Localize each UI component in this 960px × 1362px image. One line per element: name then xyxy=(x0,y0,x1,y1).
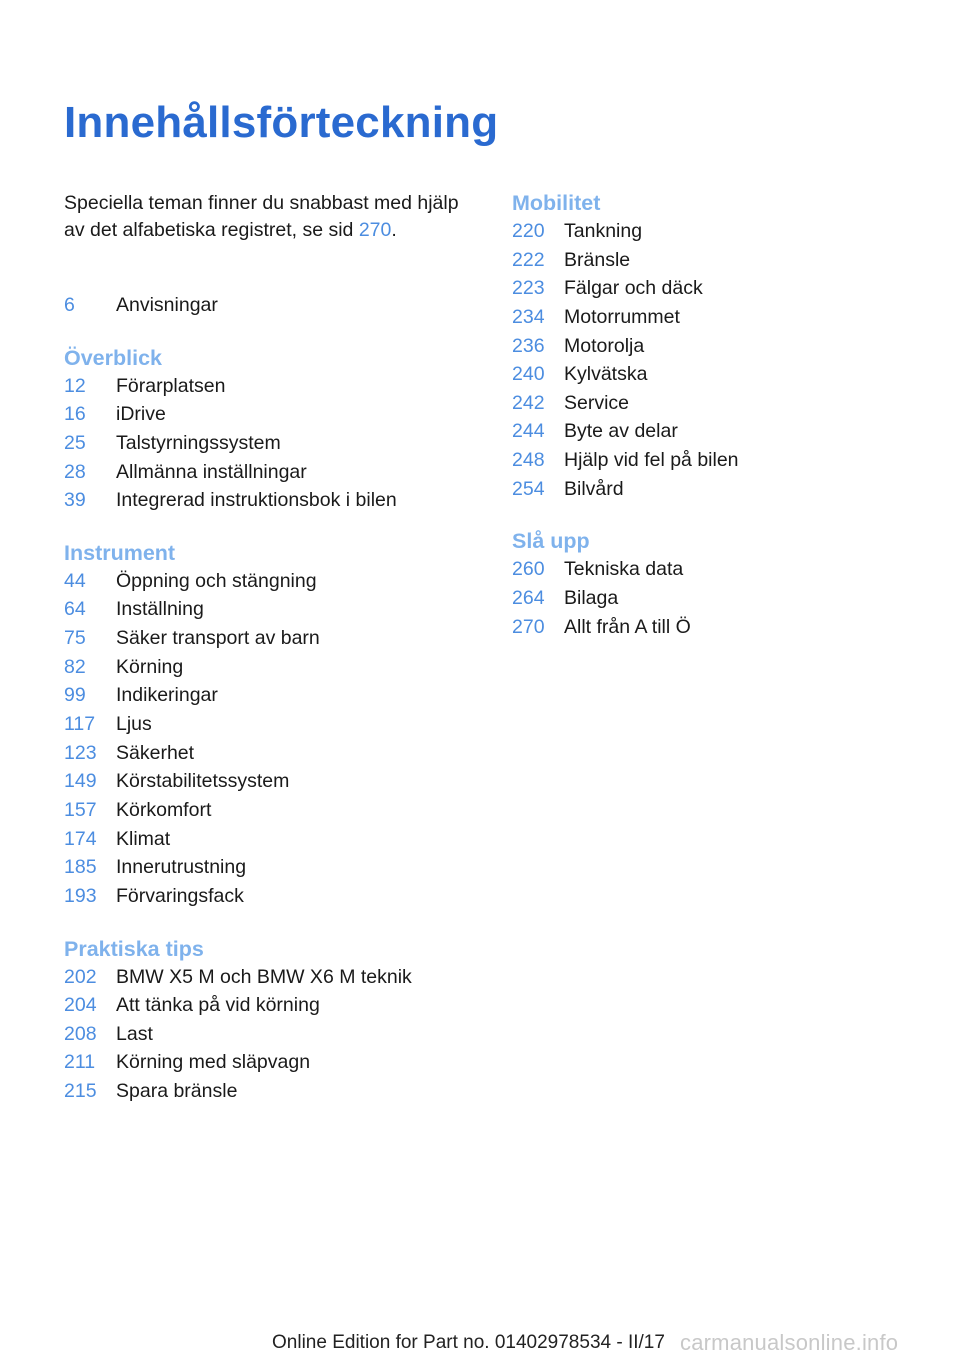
toc-page-number[interactable]: 193 xyxy=(64,884,97,907)
toc-entry-title[interactable]: Byte av delar xyxy=(564,420,678,443)
toc-entry[interactable] xyxy=(64,458,464,487)
toc-page-number[interactable]: 149 xyxy=(64,770,97,793)
toc-entry[interactable] xyxy=(64,767,464,796)
toc-entry[interactable] xyxy=(64,291,464,320)
toc-entry[interactable] xyxy=(64,567,464,596)
toc-entry[interactable] xyxy=(64,653,464,682)
toc-page-number[interactable]: 234 xyxy=(512,305,545,328)
toc-entry[interactable] xyxy=(512,217,912,246)
toc-page-number[interactable]: 270 xyxy=(512,615,545,638)
intro-end: . xyxy=(391,219,397,241)
toc-entry[interactable] xyxy=(64,681,464,710)
intro-text xyxy=(64,190,484,244)
toc-entry-title[interactable]: Bilaga xyxy=(564,587,619,610)
toc-entry[interactable] xyxy=(64,853,464,882)
toc-page-number[interactable]: 6 xyxy=(64,294,75,316)
toc-entry-title[interactable]: iDrive xyxy=(116,403,166,426)
toc-entry[interactable] xyxy=(512,475,912,504)
toc-entry-title[interactable]: Att tänka på vid körning xyxy=(116,994,320,1017)
toc-page-number[interactable]: 211 xyxy=(64,1051,96,1074)
toc-entry[interactable] xyxy=(64,595,464,624)
toc-entry[interactable] xyxy=(64,739,464,768)
toc-entry[interactable] xyxy=(64,825,464,854)
toc-entry-title[interactable]: Indikeringar xyxy=(116,684,218,707)
section-heading: Överblick xyxy=(64,345,162,370)
watermark: carmanualsonline.info xyxy=(680,1330,899,1355)
toc-entry[interactable] xyxy=(64,624,464,653)
toc-entry[interactable] xyxy=(64,400,464,429)
toc-entry-title[interactable]: Öppning och stängning xyxy=(116,569,317,592)
toc-page-number[interactable]: 248 xyxy=(512,449,545,472)
toc-entry[interactable] xyxy=(512,446,912,475)
toc-page-number[interactable]: 28 xyxy=(64,460,86,483)
toc-entry-title[interactable]: Förvaringsfack xyxy=(116,884,244,907)
toc-entry-title[interactable]: Bilvård xyxy=(564,477,624,500)
toc-page-number[interactable]: 25 xyxy=(64,431,86,454)
toc-page-number[interactable]: 202 xyxy=(64,965,97,988)
toc-entry-title[interactable]: Förarplatsen xyxy=(116,374,226,397)
toc-section-praktiska-tips xyxy=(64,932,464,1106)
toc-page-number[interactable]: 236 xyxy=(512,334,545,357)
toc-page-number[interactable]: 123 xyxy=(64,741,97,764)
toc-entry-title[interactable]: BMW X5 M och BMW X6 M teknik xyxy=(116,965,412,988)
toc-page-number[interactable]: 16 xyxy=(64,403,86,426)
toc-entry[interactable] xyxy=(512,274,912,303)
toc-page-number[interactable]: 12 xyxy=(64,374,86,397)
toc-page-number[interactable]: 260 xyxy=(512,558,545,581)
toc-section-overblick xyxy=(64,341,464,515)
toc-page-number[interactable]: 208 xyxy=(64,1022,97,1045)
toc-entry-title[interactable]: Motorrummet xyxy=(564,305,680,328)
toc-entry[interactable] xyxy=(512,332,912,361)
toc-entry[interactable] xyxy=(512,417,912,446)
toc-entry-title[interactable]: Ljus xyxy=(116,713,152,736)
toc-entry[interactable] xyxy=(64,963,464,992)
toc-entry[interactable] xyxy=(64,429,464,458)
toc-page-number[interactable]: 244 xyxy=(512,420,545,443)
toc-page-number[interactable]: 254 xyxy=(512,477,545,500)
toc-page-number[interactable]: 44 xyxy=(64,569,86,592)
toc-entry-title[interactable]: Körning med släpvagn xyxy=(116,1051,311,1074)
toc-entry[interactable] xyxy=(512,555,912,584)
toc-page-number[interactable]: 222 xyxy=(512,248,545,271)
toc-entry-title[interactable]: Tankning xyxy=(564,220,643,242)
toc-entry[interactable] xyxy=(512,584,912,613)
toc-page-number[interactable]: 220 xyxy=(512,220,545,242)
toc-entry[interactable] xyxy=(64,710,464,739)
toc-section-sla-upp xyxy=(512,524,912,641)
toc-page-number[interactable]: 117 xyxy=(64,713,96,736)
toc-page-number[interactable]: 242 xyxy=(512,391,545,414)
toc-entry-title[interactable]: Last xyxy=(116,1022,153,1045)
toc-page-number[interactable]: 39 xyxy=(64,489,86,512)
toc-entry-title[interactable]: Allt från A till Ö xyxy=(564,615,691,638)
section-heading: Mobilitet xyxy=(512,191,601,215)
toc-entry[interactable] xyxy=(64,796,464,825)
toc-entry-title[interactable]: Spara bränsle xyxy=(116,1080,238,1103)
toc-entry[interactable] xyxy=(64,1020,464,1049)
toc-section-mobilitet xyxy=(512,186,912,503)
toc-entry-title[interactable]: Körning xyxy=(116,655,184,678)
intro-body: Speciella teman finner du snabbast med hjälp av det alfabetiska registret, se sid xyxy=(64,192,459,241)
toc-entry-title[interactable]: Körkomfort xyxy=(116,798,212,821)
toc-entry-title[interactable]: Service xyxy=(564,391,630,414)
toc-page-number[interactable]: 99 xyxy=(64,684,86,707)
toc-entry[interactable] xyxy=(64,882,464,911)
toc-section xyxy=(64,291,464,320)
toc-page-number[interactable]: 75 xyxy=(64,627,86,650)
toc-entry-title[interactable]: Allmänna inställningar xyxy=(116,460,307,483)
section-heading: Slå upp xyxy=(512,529,590,554)
toc-entry-title[interactable]: Hjälp vid fel på bilen xyxy=(564,449,739,472)
toc-entry-title[interactable]: Körstabilitetssystem xyxy=(116,770,290,793)
toc-entry-title[interactable]: Talstyrningssystem xyxy=(116,431,281,454)
toc-entry-title[interactable]: Innerutrustning xyxy=(116,856,247,879)
toc-page-number[interactable]: 157 xyxy=(64,798,97,821)
toc-section-instrument xyxy=(64,536,464,911)
toc-page-number[interactable]: 204 xyxy=(64,994,97,1017)
toc-page-number[interactable]: 215 xyxy=(64,1080,97,1103)
toc-entry-title[interactable]: Motorolja xyxy=(564,334,645,357)
toc-entry[interactable] xyxy=(512,613,912,642)
toc-entry[interactable] xyxy=(512,360,912,389)
toc-left-column xyxy=(64,291,464,1127)
toc-entry[interactable] xyxy=(512,246,912,275)
toc-entry[interactable] xyxy=(64,372,464,401)
toc-entry-title[interactable]: Säker transport av barn xyxy=(116,627,320,650)
toc-page-number[interactable]: 174 xyxy=(64,827,97,850)
toc-page-number[interactable]: 82 xyxy=(64,655,86,678)
toc-entry-title[interactable]: Bränsle xyxy=(564,248,631,271)
toc-page-number[interactable]: 240 xyxy=(512,363,545,386)
toc-entry[interactable] xyxy=(64,1077,464,1106)
toc-entry-title[interactable]: Säkerhet xyxy=(116,741,195,764)
section-heading: Instrument xyxy=(64,540,176,565)
toc-entry[interactable] xyxy=(64,1048,464,1077)
page-title: Innehållsförteckning xyxy=(64,98,499,147)
toc-entry-title[interactable]: Inställning xyxy=(116,598,204,621)
toc-entry-title[interactable]: Anvisningar xyxy=(116,294,218,316)
toc-page-number[interactable]: 64 xyxy=(64,598,86,621)
toc-entry[interactable] xyxy=(512,389,912,418)
toc-page-number[interactable]: 185 xyxy=(64,856,97,879)
toc-entry[interactable] xyxy=(64,991,464,1020)
footer-edition: Online Edition for Part no. 01402978534 - II/17 xyxy=(272,1332,665,1353)
toc-right-column xyxy=(512,186,912,662)
toc-page-number[interactable]: 223 xyxy=(512,277,545,300)
toc-entry-title[interactable]: Kylvätska xyxy=(564,363,648,386)
toc-entry[interactable] xyxy=(64,486,464,515)
toc-entry-title[interactable]: Tekniska data xyxy=(564,558,684,581)
section-heading: Praktiska tips xyxy=(64,936,204,961)
toc-page-number[interactable]: 264 xyxy=(512,587,545,610)
toc-entry-title[interactable]: Fälgar och däck xyxy=(564,277,703,300)
toc-entry-title[interactable]: Klimat xyxy=(116,827,171,850)
toc-entry[interactable] xyxy=(512,303,912,332)
intro-page-link[interactable]: 270 xyxy=(358,219,392,241)
toc-entry-title[interactable]: Integrerad instruktionsbok i bilen xyxy=(116,489,397,512)
